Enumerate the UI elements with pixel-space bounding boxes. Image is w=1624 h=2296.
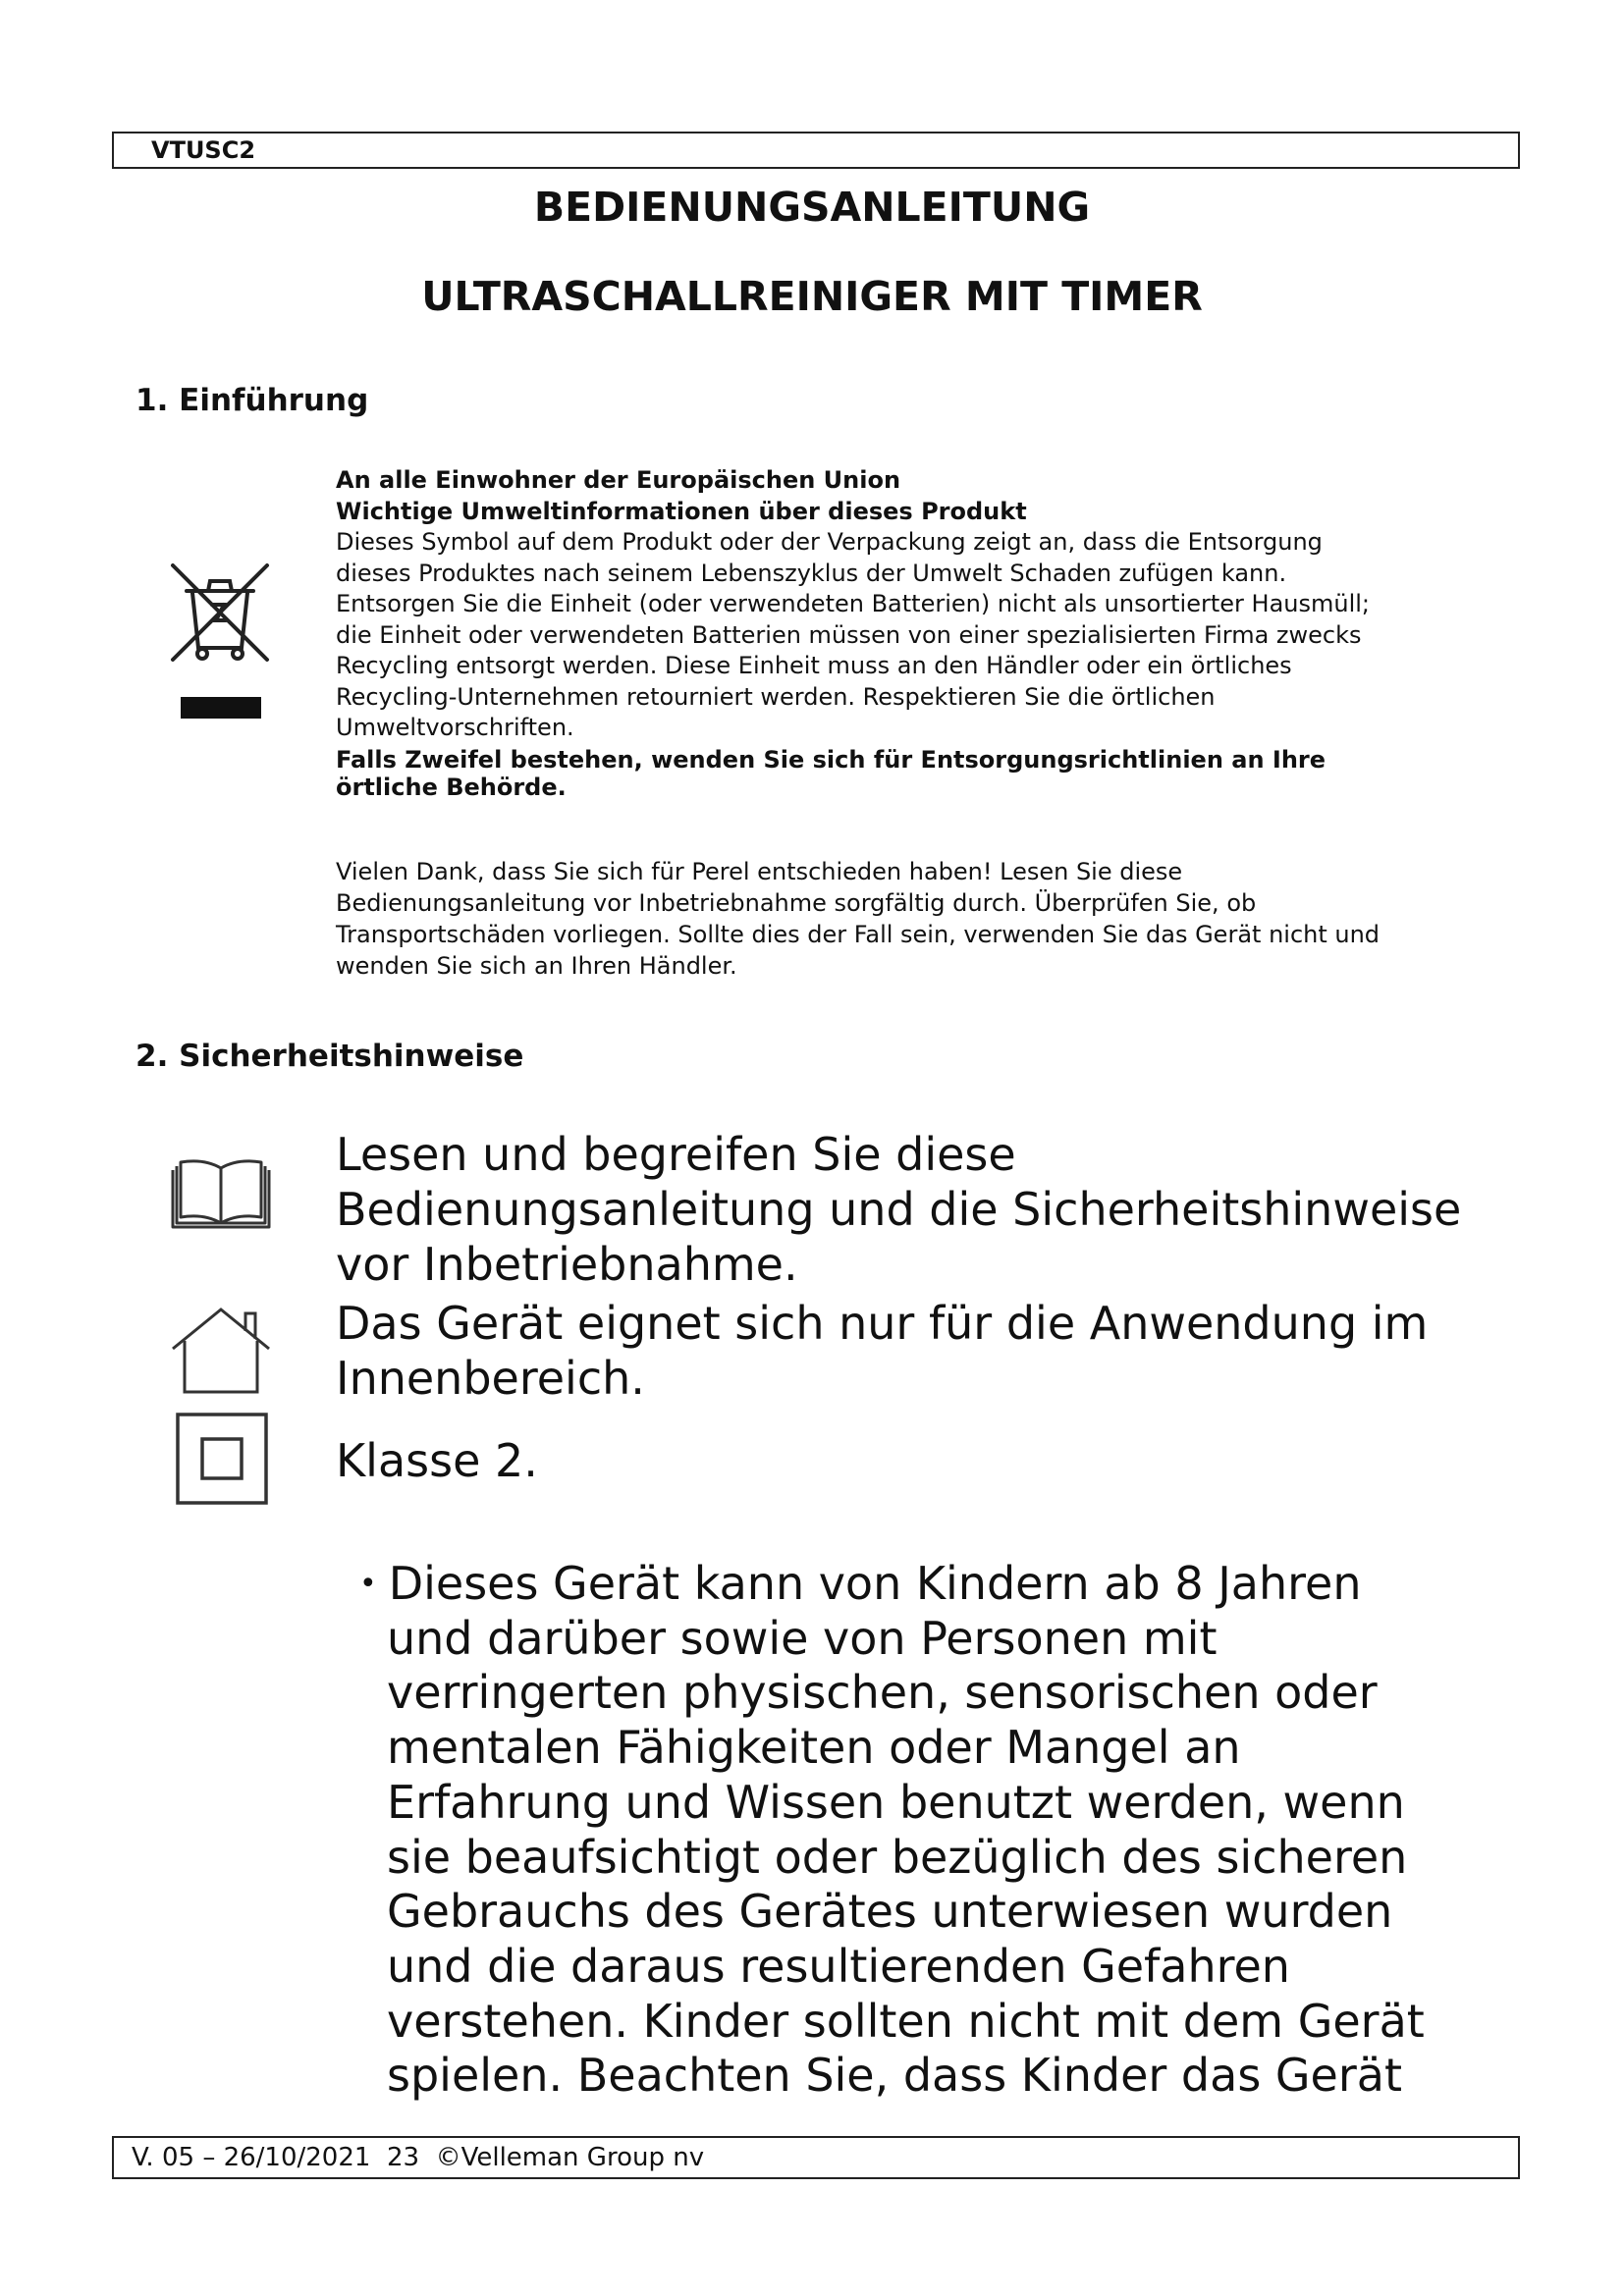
bullet-line: und die daraus resultierenden Gefahren [387, 1939, 1290, 1993]
bullet-line: verringerten physischen, sensorischen oder [387, 1666, 1378, 1720]
bullet-line: verstehen. Kinder sollten nicht mit dem Gerät [387, 1994, 1425, 2048]
header-frame [112, 132, 1520, 169]
crossed-out-bin-icon [167, 563, 273, 722]
thanks-line: Bedienungsanleitung vor Inbetriebnahme sorgfältig durch. Überprüfen Sie, ob [336, 889, 1257, 917]
bullet-line: sie beaufsichtigt oder bezüglich des sicheren [387, 1830, 1408, 1884]
weee-subtitle: Wichtige Umweltinformationen über dieses Produkt [336, 497, 1027, 525]
bullet-dot-icon: • [359, 1567, 377, 1601]
weee-line: Dieses Symbol auf dem Produkt oder der Verpackung zeigt an, dass die Entsorgung [336, 528, 1323, 556]
weee-line: dieses Produktes nach seinem Lebenszyklus der Umwelt Schaden zufügen kann. [336, 559, 1287, 587]
bullet-line: • Dieses Gerät kann von Kindern ab 8 Jahren [359, 1557, 1362, 1610]
indoor-use-notice [336, 1296, 1534, 1406]
weee-line: die Einheit oder verwendeten Batterien müssen von einer spezialisierten Firma zwecks [336, 620, 1362, 649]
thanks-line: wenden Sie sich an Ihren Händler. [336, 952, 737, 980]
weee-line: Recycling entsorgt werden. Diese Einheit muss an den Händler oder ein örtliches [336, 652, 1292, 679]
bullet-line: Gebrauchs des Gerätes unterwiesen wurden [387, 1885, 1393, 1939]
notice-line: Innenbereich. [336, 1352, 645, 1405]
weee-line: Entsorgen Sie die Einheit (oder verwendeten Batterien) nicht als unsortierter Hausmüll; [336, 590, 1371, 617]
weee-line: Recycling-Unternehmen retourniert werden. Respektieren Sie die örtlichen [336, 682, 1216, 711]
open-book-icon [169, 1154, 273, 1231]
page-footer [132, 2142, 704, 2173]
thanks-line: Transportschäden vorliegen. Sollte dies der Fall sein, verwenden Sie das Gerät nicht und [336, 921, 1380, 948]
bullet-line: spielen. Beachten Sie, dass Kinder das Gerät [387, 2049, 1402, 2103]
class2-notice: Klasse 2. [336, 1434, 538, 1487]
notice-line: Lesen und begreifen Sie diese [336, 1128, 1016, 1181]
section-heading-safety: 2. Sicherheitshinweise [135, 1039, 524, 1074]
notice-line: Bedienungsanleitung und die Sicherheitshinweise [336, 1183, 1462, 1236]
product-title: ULTRASCHALLREINIGER MIT TIMER [421, 273, 1203, 320]
doubt-line: Falls Zweifel bestehen, wenden Sie sich für Entsorgungsrichtlinien an Ihre [336, 745, 1326, 774]
bullet-line: Erfahrung und Wissen benutzt werden, wenn [387, 1775, 1405, 1829]
children-safety-bullet [336, 1557, 1534, 2104]
weee-notice [336, 465, 1494, 801]
class2-insulation-icon [175, 1412, 269, 1506]
doubt-line: örtliche Behörde. [336, 773, 567, 801]
thanks-line: Vielen Dank, dass Sie sich für Perel entschieden haben! Lesen Sie diese [336, 858, 1183, 885]
weee-line: Umweltvorschriften. [336, 714, 574, 741]
page-number: 23 [386, 2143, 420, 2172]
bullet-line: und darüber sowie von Personen mit [387, 1611, 1218, 1665]
section-heading-introduction: 1. Einführung [135, 383, 369, 418]
thanks-paragraph [336, 856, 1494, 982]
indoor-house-icon [169, 1306, 273, 1396]
notice-line: vor Inbetriebnahme. [336, 1238, 798, 1291]
model-number: VTUSC2 [151, 136, 256, 164]
notice-line: Das Gerät eignet sich nur für die Anwendung im [336, 1297, 1429, 1350]
footer-version: V. 05 – 26/10/2021 [132, 2143, 371, 2172]
footer-copyright: ©Velleman Group nv [435, 2143, 705, 2172]
bullet-line: mentalen Fähigkeiten oder Mangel an [387, 1721, 1241, 1775]
weee-title: An alle Einwohner der Europäischen Union [336, 466, 901, 494]
read-manual-notice [336, 1127, 1534, 1292]
document-title: BEDIENUNGSANLEITUNG [533, 184, 1091, 231]
